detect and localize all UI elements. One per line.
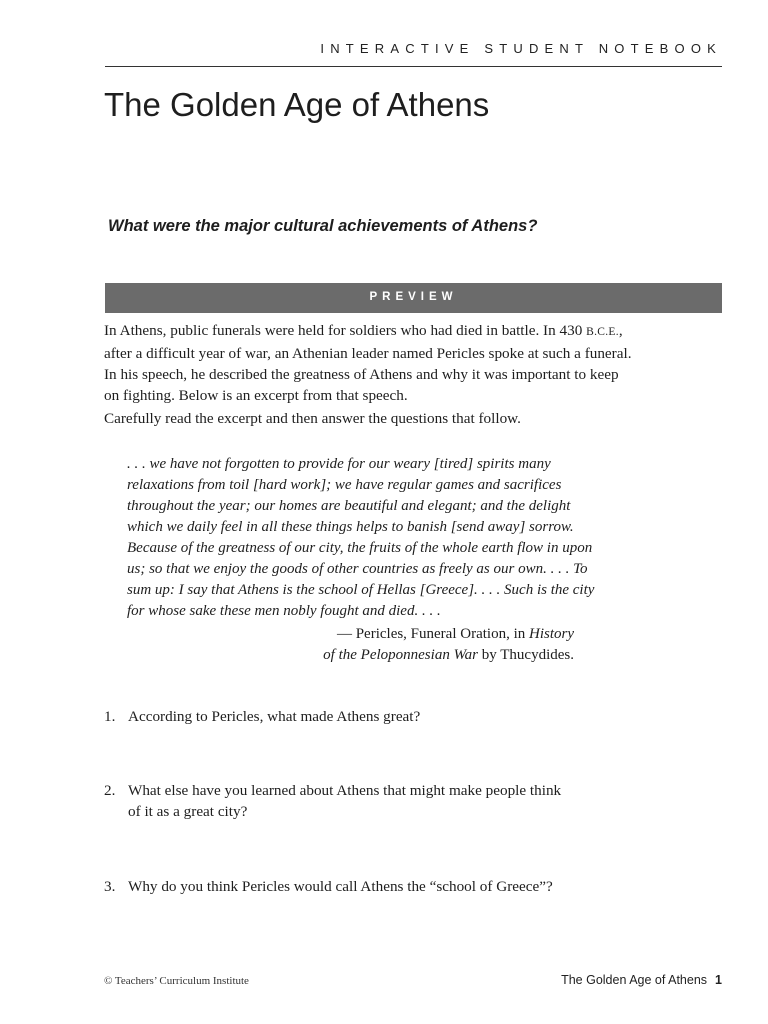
quote-attribution bbox=[323, 624, 574, 666]
quote-line: for whose sake these men nobly fought and died. . . . bbox=[127, 603, 441, 619]
question-number: 2. bbox=[104, 782, 116, 799]
intro-line-1-punct: , bbox=[618, 322, 623, 339]
page-number: 1 bbox=[715, 973, 722, 987]
preview-section-label: PREVIEW bbox=[369, 291, 458, 303]
question-item bbox=[104, 706, 420, 727]
era-abbreviation: B.C.E. bbox=[586, 326, 619, 338]
intro-line-4: on fighting. Below is an excerpt from that speech. bbox=[104, 387, 408, 404]
quote-line: . . . we have not forgotten to provide for our weary [tired] spirits many bbox=[127, 456, 551, 472]
question-item bbox=[104, 876, 553, 897]
attribution-author: — Pericles, Funeral Oration, in bbox=[336, 626, 529, 642]
quote-line: relaxations from toil [hard work]; we have regular games and sacrifices bbox=[127, 477, 562, 493]
attribution-work-title-cont: of the Peloponnesian War bbox=[323, 647, 479, 663]
essential-question: What were the major cultural achievements of Athens? bbox=[108, 217, 538, 235]
quote-line: which we daily feel in all these things helps to banish [send away] sorrow. bbox=[127, 519, 574, 535]
header-divider bbox=[105, 66, 722, 67]
attribution-line-1 bbox=[323, 624, 574, 645]
question-number: 3. bbox=[104, 878, 116, 895]
attribution-line-2 bbox=[323, 645, 574, 666]
quote-line: Because of the greatness of our city, the fruits of the whole earth flow in upon bbox=[127, 540, 593, 556]
quote-line: us; so that we enjoy the goods of other countries as freely as our own. . . . To bbox=[127, 561, 588, 577]
attribution-historian: by Thucydides. bbox=[478, 647, 574, 663]
footer-chapter-title: The Golden Age of Athens bbox=[561, 973, 708, 987]
question-item bbox=[104, 780, 561, 822]
quote-line: throughout the year; our homes are beautiful and elegant; and the delight bbox=[127, 498, 571, 514]
question-text: According to Pericles, what made Athens great? bbox=[128, 708, 421, 725]
question-text: Why do you think Pericles would call Athens the “school of Greece”? bbox=[128, 878, 553, 895]
speech-excerpt bbox=[127, 454, 594, 622]
page-footer bbox=[561, 973, 722, 987]
preview-section-bar bbox=[105, 283, 722, 313]
question-number: 1. bbox=[104, 708, 116, 725]
intro-line-2: after a difficult year of war, an Athenian leader named Pericles spoke at such a funeral. bbox=[104, 345, 632, 362]
quote-line: sum up: I say that Athens is the school of Hellas [Greece]. . . . Such is the city bbox=[127, 582, 595, 598]
question-text: What else have you learned about Athens that might make people think bbox=[128, 782, 562, 799]
instruction-text: Carefully read the excerpt and then answer the questions that follow. bbox=[104, 410, 521, 427]
intro-line-3: In his speech, he described the greatness of Athens and why it was important to keep bbox=[104, 366, 619, 383]
attribution-work-title: History bbox=[529, 626, 574, 642]
question-text-cont: of it as a great city? bbox=[128, 803, 248, 820]
intro-line-1-text: In Athens, public funerals were held for soldiers who had died in battle. In 430 bbox=[104, 322, 587, 339]
intro-paragraph bbox=[104, 320, 664, 406]
copyright-notice: © Teachers’ Curriculum Institute bbox=[104, 975, 249, 987]
notebook-header-label: INTERACTIVE STUDENT NOTEBOOK bbox=[320, 41, 722, 56]
intro-line-1 bbox=[104, 320, 664, 343]
page-title: The Golden Age of Athens bbox=[104, 86, 490, 123]
